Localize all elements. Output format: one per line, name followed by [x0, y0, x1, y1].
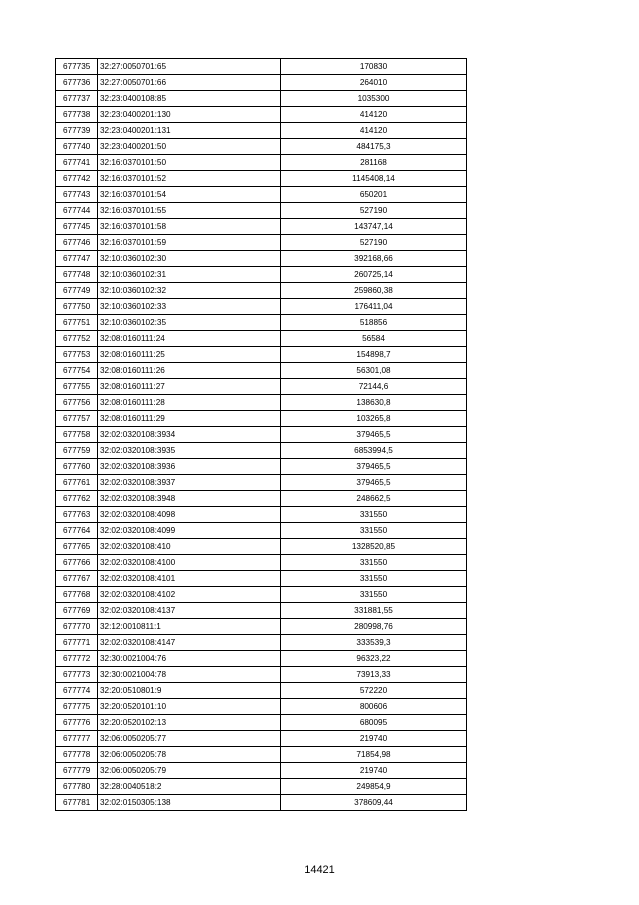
row-id-cell: 677751: [56, 315, 98, 331]
table-row: [56, 395, 467, 411]
table-row: [56, 747, 467, 763]
data-table: [55, 58, 467, 811]
table-row: [56, 299, 467, 315]
cadastral-number-cell: 32:06:0050205:79: [98, 763, 281, 779]
cadastral-number-cell: 32:20:0520101:10: [98, 699, 281, 715]
value-cell: 414120: [281, 107, 467, 123]
value-cell: 72144,6: [281, 379, 467, 395]
row-id-cell: 677763: [56, 507, 98, 523]
cadastral-number-cell: 32:16:0370101:52: [98, 171, 281, 187]
value-cell: 527190: [281, 235, 467, 251]
row-id-cell: 677754: [56, 363, 98, 379]
cadastral-number-cell: 32:10:0360102:33: [98, 299, 281, 315]
cadastral-number-cell: 32:06:0050205:77: [98, 731, 281, 747]
table-row: [56, 555, 467, 571]
row-id-cell: 677778: [56, 747, 98, 763]
value-cell: 379465,5: [281, 427, 467, 443]
value-cell: 259860,38: [281, 283, 467, 299]
table-row: [56, 251, 467, 267]
value-cell: 1035300: [281, 91, 467, 107]
value-cell: 1145408,14: [281, 171, 467, 187]
cadastral-number-cell: 32:02:0320108:410: [98, 539, 281, 555]
value-cell: 333539,3: [281, 635, 467, 651]
cadastral-number-cell: 32:02:0320108:3934: [98, 427, 281, 443]
cadastral-number-cell: 32:10:0360102:30: [98, 251, 281, 267]
cadastral-number-cell: 32:10:0360102:32: [98, 283, 281, 299]
table-row: [56, 75, 467, 91]
value-cell: 379465,5: [281, 459, 467, 475]
value-cell: 280998,76: [281, 619, 467, 635]
cadastral-number-cell: 32:02:0320108:4098: [98, 507, 281, 523]
table-row: [56, 459, 467, 475]
row-id-cell: 677770: [56, 619, 98, 635]
table-row: [56, 187, 467, 203]
value-cell: 378609,44: [281, 795, 467, 811]
table-row: [56, 507, 467, 523]
cadastral-number-cell: 32:02:0320108:3937: [98, 475, 281, 491]
value-cell: 170830: [281, 59, 467, 75]
value-cell: 650201: [281, 187, 467, 203]
value-cell: 1328520,85: [281, 539, 467, 555]
value-cell: 331550: [281, 555, 467, 571]
table-row: [56, 59, 467, 75]
cadastral-number-cell: 32:28:0040518:2: [98, 779, 281, 795]
row-id-cell: 677777: [56, 731, 98, 747]
table-row: [56, 155, 467, 171]
row-id-cell: 677748: [56, 267, 98, 283]
table-row: [56, 379, 467, 395]
cadastral-number-cell: 32:02:0320108:3948: [98, 491, 281, 507]
row-id-cell: 677772: [56, 651, 98, 667]
row-id-cell: 677766: [56, 555, 98, 571]
table-row: [56, 203, 467, 219]
table-row: [56, 443, 467, 459]
cadastral-number-cell: 32:02:0320108:4102: [98, 587, 281, 603]
row-id-cell: 677758: [56, 427, 98, 443]
table-row: [56, 587, 467, 603]
row-id-cell: 677761: [56, 475, 98, 491]
table-row: [56, 779, 467, 795]
cadastral-number-cell: 32:08:0160111:28: [98, 395, 281, 411]
value-cell: 331550: [281, 507, 467, 523]
cadastral-number-cell: 32:08:0160111:27: [98, 379, 281, 395]
row-id-cell: 677747: [56, 251, 98, 267]
cadastral-number-cell: 32:08:0160111:26: [98, 363, 281, 379]
cadastral-number-cell: 32:02:0320108:3936: [98, 459, 281, 475]
value-cell: 331550: [281, 523, 467, 539]
row-id-cell: 677745: [56, 219, 98, 235]
row-id-cell: 677779: [56, 763, 98, 779]
table-row: [56, 331, 467, 347]
value-cell: 176411,04: [281, 299, 467, 315]
table-row: [56, 491, 467, 507]
row-id-cell: 677780: [56, 779, 98, 795]
cadastral-number-cell: 32:30:0021004:76: [98, 651, 281, 667]
table-row: [56, 763, 467, 779]
table-body: [56, 59, 467, 811]
table-row: [56, 523, 467, 539]
cadastral-number-cell: 32:02:0320108:4101: [98, 571, 281, 587]
cadastral-number-cell: 32:20:0520102:13: [98, 715, 281, 731]
row-id-cell: 677739: [56, 123, 98, 139]
value-cell: 331550: [281, 571, 467, 587]
row-id-cell: 677769: [56, 603, 98, 619]
row-id-cell: 677741: [56, 155, 98, 171]
cadastral-number-cell: 32:06:0050205:78: [98, 747, 281, 763]
value-cell: 331550: [281, 587, 467, 603]
cadastral-number-cell: 32:27:0050701:65: [98, 59, 281, 75]
table-row: [56, 347, 467, 363]
row-id-cell: 677762: [56, 491, 98, 507]
value-cell: 249854,9: [281, 779, 467, 795]
row-id-cell: 677736: [56, 75, 98, 91]
value-cell: 527190: [281, 203, 467, 219]
cadastral-number-cell: 32:02:0150305:138: [98, 795, 281, 811]
cadastral-number-cell: 32:27:0050701:66: [98, 75, 281, 91]
value-cell: 331881,55: [281, 603, 467, 619]
row-id-cell: 677765: [56, 539, 98, 555]
cadastral-number-cell: 32:23:0400108:85: [98, 91, 281, 107]
cadastral-number-cell: 32:10:0360102:35: [98, 315, 281, 331]
row-id-cell: 677774: [56, 683, 98, 699]
table-row: [56, 651, 467, 667]
value-cell: 392168,66: [281, 251, 467, 267]
table-row: [56, 283, 467, 299]
table-row: [56, 315, 467, 331]
value-cell: 56584: [281, 331, 467, 347]
value-cell: 56301,08: [281, 363, 467, 379]
row-id-cell: 677743: [56, 187, 98, 203]
row-id-cell: 677753: [56, 347, 98, 363]
table-row: [56, 123, 467, 139]
value-cell: 6853994,5: [281, 443, 467, 459]
cadastral-number-cell: 32:16:0370101:50: [98, 155, 281, 171]
row-id-cell: 677767: [56, 571, 98, 587]
cadastral-number-cell: 32:10:0360102:31: [98, 267, 281, 283]
table-row: [56, 139, 467, 155]
value-cell: 379465,5: [281, 475, 467, 491]
cadastral-number-cell: 32:02:0320108:4137: [98, 603, 281, 619]
row-id-cell: 677776: [56, 715, 98, 731]
value-cell: 219740: [281, 763, 467, 779]
cadastral-number-cell: 32:16:0370101:59: [98, 235, 281, 251]
value-cell: 154898,7: [281, 347, 467, 363]
cadastral-number-cell: 32:23:0400201:131: [98, 123, 281, 139]
row-id-cell: 677735: [56, 59, 98, 75]
cadastral-number-cell: 32:16:0370101:54: [98, 187, 281, 203]
value-cell: 260725,14: [281, 267, 467, 283]
row-id-cell: 677746: [56, 235, 98, 251]
value-cell: 518856: [281, 315, 467, 331]
row-id-cell: 677756: [56, 395, 98, 411]
row-id-cell: 677737: [56, 91, 98, 107]
table-row: [56, 699, 467, 715]
cadastral-number-cell: 32:20:0510801:9: [98, 683, 281, 699]
row-id-cell: 677740: [56, 139, 98, 155]
value-cell: 96323,22: [281, 651, 467, 667]
value-cell: 219740: [281, 731, 467, 747]
table-row: [56, 411, 467, 427]
table-row: [56, 475, 467, 491]
table-row: [56, 603, 467, 619]
value-cell: 138630,8: [281, 395, 467, 411]
cadastral-number-cell: 32:16:0370101:58: [98, 219, 281, 235]
table-row: [56, 427, 467, 443]
row-id-cell: 677744: [56, 203, 98, 219]
value-cell: 143747,14: [281, 219, 467, 235]
table-row: [56, 267, 467, 283]
row-id-cell: 677771: [56, 635, 98, 651]
row-id-cell: 677742: [56, 171, 98, 187]
value-cell: 103265,8: [281, 411, 467, 427]
cadastral-number-cell: 32:12:0010811:1: [98, 619, 281, 635]
table-row: [56, 619, 467, 635]
cadastral-number-cell: 32:23:0400201:50: [98, 139, 281, 155]
row-id-cell: 677760: [56, 459, 98, 475]
row-id-cell: 677752: [56, 331, 98, 347]
table-row: [56, 571, 467, 587]
cadastral-number-cell: 32:16:0370101:55: [98, 203, 281, 219]
table-row: [56, 171, 467, 187]
cadastral-number-cell: 32:02:0320108:4147: [98, 635, 281, 651]
row-id-cell: 677750: [56, 299, 98, 315]
row-id-cell: 677764: [56, 523, 98, 539]
row-id-cell: 677773: [56, 667, 98, 683]
cadastral-number-cell: 32:08:0160111:25: [98, 347, 281, 363]
value-cell: 264010: [281, 75, 467, 91]
cadastral-number-cell: 32:08:0160111:24: [98, 331, 281, 347]
table-row: [56, 539, 467, 555]
table-row: [56, 795, 467, 811]
table-row: [56, 363, 467, 379]
cadastral-number-cell: 32:02:0320108:4099: [98, 523, 281, 539]
row-id-cell: 677757: [56, 411, 98, 427]
row-id-cell: 677781: [56, 795, 98, 811]
value-cell: 484175,3: [281, 139, 467, 155]
value-cell: 73913,33: [281, 667, 467, 683]
page-number: 14421: [304, 864, 335, 876]
table-row: [56, 219, 467, 235]
row-id-cell: 677775: [56, 699, 98, 715]
table-row: [56, 667, 467, 683]
value-cell: 414120: [281, 123, 467, 139]
value-cell: 680095: [281, 715, 467, 731]
value-cell: 572220: [281, 683, 467, 699]
cadastral-number-cell: 32:30:0021004:78: [98, 667, 281, 683]
table-row: [56, 731, 467, 747]
table-row: [56, 235, 467, 251]
cadastral-number-cell: 32:02:0320108:4100: [98, 555, 281, 571]
table-row: [56, 107, 467, 123]
cadastral-number-cell: 32:02:0320108:3935: [98, 443, 281, 459]
cadastral-number-cell: 32:08:0160111:29: [98, 411, 281, 427]
table-row: [56, 635, 467, 651]
row-id-cell: 677759: [56, 443, 98, 459]
row-id-cell: 677749: [56, 283, 98, 299]
cadastral-number-cell: 32:23:0400201:130: [98, 107, 281, 123]
value-cell: 71854,98: [281, 747, 467, 763]
value-cell: 800606: [281, 699, 467, 715]
row-id-cell: 677768: [56, 587, 98, 603]
table-row: [56, 683, 467, 699]
value-cell: 248662,5: [281, 491, 467, 507]
row-id-cell: 677738: [56, 107, 98, 123]
value-cell: 281168: [281, 155, 467, 171]
row-id-cell: 677755: [56, 379, 98, 395]
table-row: [56, 91, 467, 107]
table-row: [56, 715, 467, 731]
